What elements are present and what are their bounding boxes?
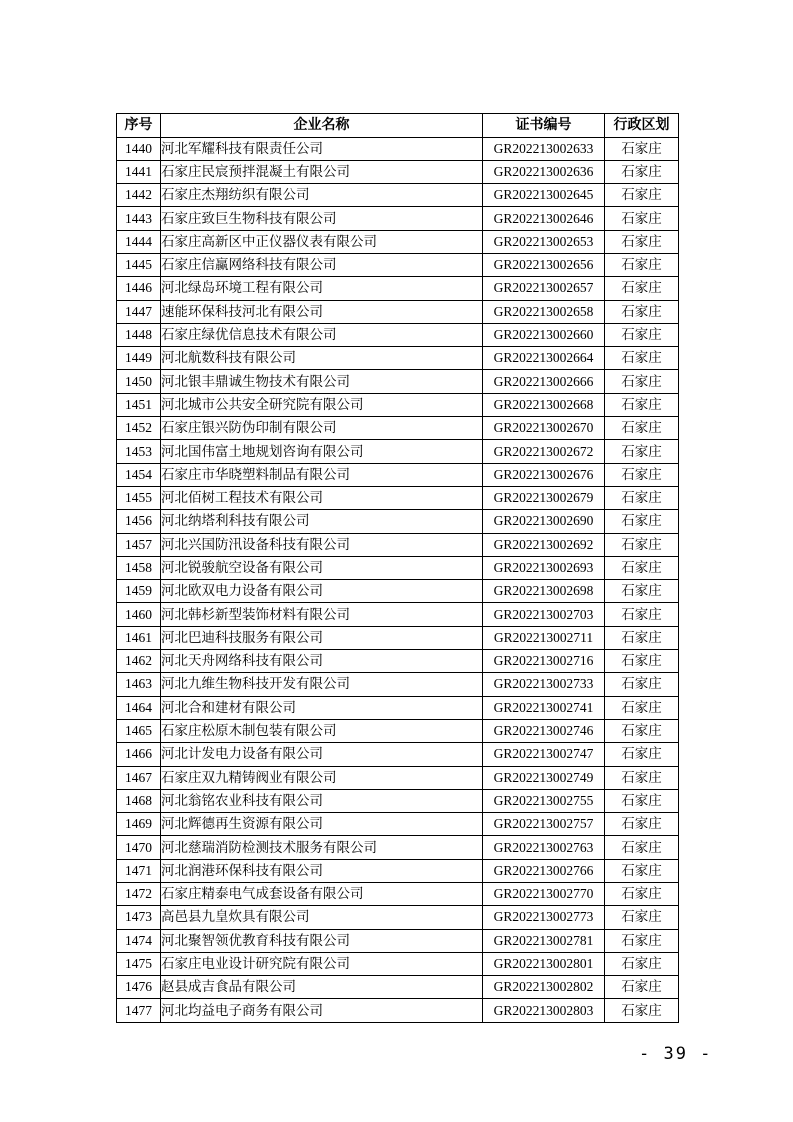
enterprise-table bbox=[116, 113, 679, 1023]
cell-region: 石家庄 bbox=[605, 440, 679, 463]
cell-certificate-number: GR202213002755 bbox=[483, 789, 605, 812]
table-row bbox=[117, 719, 679, 742]
table-row bbox=[117, 556, 679, 579]
cell-enterprise-name: 速能环保科技河北有限公司 bbox=[161, 300, 483, 323]
table-row bbox=[117, 533, 679, 556]
cell-serial-number: 1466 bbox=[117, 743, 161, 766]
cell-enterprise-name: 河北辉德再生资源有限公司 bbox=[161, 813, 483, 836]
cell-enterprise-name: 石家庄民宸预拌混凝土有限公司 bbox=[161, 160, 483, 183]
cell-enterprise-name: 河北纳塔利科技有限公司 bbox=[161, 510, 483, 533]
table-row bbox=[117, 743, 679, 766]
table-row bbox=[117, 580, 679, 603]
cell-enterprise-name: 河北银丰鼎诚生物技术有限公司 bbox=[161, 370, 483, 393]
cell-certificate-number: GR202213002746 bbox=[483, 719, 605, 742]
table-body bbox=[117, 137, 679, 1022]
table-row bbox=[117, 300, 679, 323]
cell-enterprise-name: 石家庄银兴防伪印制有限公司 bbox=[161, 417, 483, 440]
cell-serial-number: 1455 bbox=[117, 486, 161, 509]
cell-serial-number: 1465 bbox=[117, 719, 161, 742]
cell-serial-number: 1442 bbox=[117, 184, 161, 207]
cell-region: 石家庄 bbox=[605, 253, 679, 276]
table-row bbox=[117, 253, 679, 276]
cell-region: 石家庄 bbox=[605, 323, 679, 346]
cell-serial-number: 1447 bbox=[117, 300, 161, 323]
cell-serial-number: 1458 bbox=[117, 556, 161, 579]
cell-certificate-number: GR202213002766 bbox=[483, 859, 605, 882]
table-row bbox=[117, 836, 679, 859]
cell-enterprise-name: 河北锐骏航空设备有限公司 bbox=[161, 556, 483, 579]
cell-serial-number: 1459 bbox=[117, 580, 161, 603]
cell-certificate-number: GR202213002676 bbox=[483, 463, 605, 486]
cell-certificate-number: GR202213002660 bbox=[483, 323, 605, 346]
cell-certificate-number: GR202213002653 bbox=[483, 230, 605, 253]
cell-serial-number: 1441 bbox=[117, 160, 161, 183]
cell-region: 石家庄 bbox=[605, 510, 679, 533]
table-row bbox=[117, 440, 679, 463]
table-row bbox=[117, 976, 679, 999]
cell-certificate-number: GR202213002690 bbox=[483, 510, 605, 533]
cell-serial-number: 1462 bbox=[117, 650, 161, 673]
cell-enterprise-name: 石家庄致巨生物科技有限公司 bbox=[161, 207, 483, 230]
table-row bbox=[117, 906, 679, 929]
cell-region: 石家庄 bbox=[605, 417, 679, 440]
cell-region: 石家庄 bbox=[605, 999, 679, 1022]
cell-serial-number: 1453 bbox=[117, 440, 161, 463]
cell-enterprise-name: 河北城市公共安全研究院有限公司 bbox=[161, 393, 483, 416]
table-row bbox=[117, 603, 679, 626]
cell-serial-number: 1471 bbox=[117, 859, 161, 882]
cell-certificate-number: GR202213002801 bbox=[483, 952, 605, 975]
cell-region: 石家庄 bbox=[605, 696, 679, 719]
cell-certificate-number: GR202213002645 bbox=[483, 184, 605, 207]
cell-region: 石家庄 bbox=[605, 603, 679, 626]
cell-certificate-number: GR202213002633 bbox=[483, 137, 605, 160]
cell-serial-number: 1440 bbox=[117, 137, 161, 160]
header-region: 行政区划 bbox=[605, 114, 679, 138]
table-row bbox=[117, 650, 679, 673]
cell-enterprise-name: 石家庄精泰电气成套设备有限公司 bbox=[161, 883, 483, 906]
cell-certificate-number: GR202213002693 bbox=[483, 556, 605, 579]
table-row bbox=[117, 417, 679, 440]
cell-certificate-number: GR202213002672 bbox=[483, 440, 605, 463]
table-row bbox=[117, 999, 679, 1022]
cell-region: 石家庄 bbox=[605, 393, 679, 416]
table-row bbox=[117, 207, 679, 230]
table-row bbox=[117, 137, 679, 160]
cell-serial-number: 1477 bbox=[117, 999, 161, 1022]
cell-serial-number: 1444 bbox=[117, 230, 161, 253]
table-row bbox=[117, 952, 679, 975]
cell-region: 石家庄 bbox=[605, 719, 679, 742]
table-header-row bbox=[117, 114, 679, 138]
header-enterprise-name: 企业名称 bbox=[161, 114, 483, 138]
header-certificate-number: 证书编号 bbox=[483, 114, 605, 138]
cell-certificate-number: GR202213002741 bbox=[483, 696, 605, 719]
cell-region: 石家庄 bbox=[605, 650, 679, 673]
cell-certificate-number: GR202213002733 bbox=[483, 673, 605, 696]
cell-certificate-number: GR202213002668 bbox=[483, 393, 605, 416]
cell-enterprise-name: 石家庄杰翔纺织有限公司 bbox=[161, 184, 483, 207]
table-row bbox=[117, 277, 679, 300]
cell-region: 石家庄 bbox=[605, 626, 679, 649]
cell-enterprise-name: 石家庄市华晓塑料制品有限公司 bbox=[161, 463, 483, 486]
cell-certificate-number: GR202213002763 bbox=[483, 836, 605, 859]
cell-enterprise-name: 河北航数科技有限公司 bbox=[161, 347, 483, 370]
cell-region: 石家庄 bbox=[605, 766, 679, 789]
cell-enterprise-name: 河北巴迪科技服务有限公司 bbox=[161, 626, 483, 649]
cell-certificate-number: GR202213002711 bbox=[483, 626, 605, 649]
table-row bbox=[117, 789, 679, 812]
cell-region: 石家庄 bbox=[605, 184, 679, 207]
cell-region: 石家庄 bbox=[605, 370, 679, 393]
cell-enterprise-name: 河北合和建材有限公司 bbox=[161, 696, 483, 719]
cell-region: 石家庄 bbox=[605, 580, 679, 603]
cell-enterprise-name: 河北国伟富土地规划咨询有限公司 bbox=[161, 440, 483, 463]
cell-certificate-number: GR202213002656 bbox=[483, 253, 605, 276]
cell-region: 石家庄 bbox=[605, 207, 679, 230]
cell-serial-number: 1476 bbox=[117, 976, 161, 999]
cell-region: 石家庄 bbox=[605, 906, 679, 929]
cell-region: 石家庄 bbox=[605, 859, 679, 882]
cell-serial-number: 1475 bbox=[117, 952, 161, 975]
cell-certificate-number: GR202213002747 bbox=[483, 743, 605, 766]
cell-region: 石家庄 bbox=[605, 347, 679, 370]
cell-certificate-number: GR202213002692 bbox=[483, 533, 605, 556]
table-row bbox=[117, 323, 679, 346]
table-row bbox=[117, 673, 679, 696]
cell-region: 石家庄 bbox=[605, 137, 679, 160]
table-row bbox=[117, 813, 679, 836]
cell-enterprise-name: 高邑县九皇炊具有限公司 bbox=[161, 906, 483, 929]
table-row bbox=[117, 510, 679, 533]
table-row bbox=[117, 347, 679, 370]
cell-certificate-number: GR202213002698 bbox=[483, 580, 605, 603]
cell-region: 石家庄 bbox=[605, 976, 679, 999]
cell-region: 石家庄 bbox=[605, 556, 679, 579]
cell-certificate-number: GR202213002781 bbox=[483, 929, 605, 952]
cell-certificate-number: GR202213002646 bbox=[483, 207, 605, 230]
cell-serial-number: 1446 bbox=[117, 277, 161, 300]
cell-region: 石家庄 bbox=[605, 673, 679, 696]
cell-serial-number: 1469 bbox=[117, 813, 161, 836]
cell-serial-number: 1451 bbox=[117, 393, 161, 416]
cell-region: 石家庄 bbox=[605, 743, 679, 766]
cell-serial-number: 1449 bbox=[117, 347, 161, 370]
cell-certificate-number: GR202213002636 bbox=[483, 160, 605, 183]
table-row bbox=[117, 160, 679, 183]
cell-certificate-number: GR202213002757 bbox=[483, 813, 605, 836]
cell-serial-number: 1461 bbox=[117, 626, 161, 649]
cell-enterprise-name: 石家庄电业设计研究院有限公司 bbox=[161, 952, 483, 975]
cell-region: 石家庄 bbox=[605, 277, 679, 300]
cell-certificate-number: GR202213002802 bbox=[483, 976, 605, 999]
cell-serial-number: 1448 bbox=[117, 323, 161, 346]
cell-certificate-number: GR202213002666 bbox=[483, 370, 605, 393]
cell-enterprise-name: 河北天舟网络科技有限公司 bbox=[161, 650, 483, 673]
table-row bbox=[117, 859, 679, 882]
cell-region: 石家庄 bbox=[605, 463, 679, 486]
cell-enterprise-name: 河北韩杉新型装饰材料有限公司 bbox=[161, 603, 483, 626]
cell-region: 石家庄 bbox=[605, 789, 679, 812]
cell-serial-number: 1474 bbox=[117, 929, 161, 952]
cell-certificate-number: GR202213002716 bbox=[483, 650, 605, 673]
table-row bbox=[117, 883, 679, 906]
cell-certificate-number: GR202213002703 bbox=[483, 603, 605, 626]
table-row bbox=[117, 626, 679, 649]
cell-enterprise-name: 河北聚智领优教育科技有限公司 bbox=[161, 929, 483, 952]
cell-certificate-number: GR202213002670 bbox=[483, 417, 605, 440]
cell-certificate-number: GR202213002803 bbox=[483, 999, 605, 1022]
cell-certificate-number: GR202213002770 bbox=[483, 883, 605, 906]
table-row bbox=[117, 929, 679, 952]
table-row bbox=[117, 184, 679, 207]
cell-enterprise-name: 河北欧双电力设备有限公司 bbox=[161, 580, 483, 603]
cell-enterprise-name: 河北计发电力设备有限公司 bbox=[161, 743, 483, 766]
cell-serial-number: 1464 bbox=[117, 696, 161, 719]
cell-enterprise-name: 河北润港环保科技有限公司 bbox=[161, 859, 483, 882]
cell-serial-number: 1443 bbox=[117, 207, 161, 230]
cell-serial-number: 1473 bbox=[117, 906, 161, 929]
cell-serial-number: 1468 bbox=[117, 789, 161, 812]
cell-serial-number: 1454 bbox=[117, 463, 161, 486]
header-serial-number: 序号 bbox=[117, 114, 161, 138]
cell-enterprise-name: 赵县成吉食品有限公司 bbox=[161, 976, 483, 999]
cell-region: 石家庄 bbox=[605, 836, 679, 859]
cell-enterprise-name: 石家庄高新区中正仪器仪表有限公司 bbox=[161, 230, 483, 253]
cell-enterprise-name: 河北绿岛环境工程有限公司 bbox=[161, 277, 483, 300]
cell-certificate-number: GR202213002679 bbox=[483, 486, 605, 509]
cell-region: 石家庄 bbox=[605, 929, 679, 952]
cell-serial-number: 1463 bbox=[117, 673, 161, 696]
cell-enterprise-name: 河北翁铭农业科技有限公司 bbox=[161, 789, 483, 812]
cell-enterprise-name: 河北慈瑞消防检测技术服务有限公司 bbox=[161, 836, 483, 859]
cell-serial-number: 1450 bbox=[117, 370, 161, 393]
cell-certificate-number: GR202213002664 bbox=[483, 347, 605, 370]
cell-serial-number: 1467 bbox=[117, 766, 161, 789]
cell-serial-number: 1460 bbox=[117, 603, 161, 626]
cell-certificate-number: GR202213002657 bbox=[483, 277, 605, 300]
table-row bbox=[117, 370, 679, 393]
cell-enterprise-name: 石家庄信赢网络科技有限公司 bbox=[161, 253, 483, 276]
cell-enterprise-name: 石家庄松原木制包装有限公司 bbox=[161, 719, 483, 742]
cell-enterprise-name: 河北佰树工程技术有限公司 bbox=[161, 486, 483, 509]
table-row bbox=[117, 463, 679, 486]
cell-serial-number: 1456 bbox=[117, 510, 161, 533]
cell-serial-number: 1457 bbox=[117, 533, 161, 556]
cell-enterprise-name: 河北九维生物科技开发有限公司 bbox=[161, 673, 483, 696]
cell-enterprise-name: 河北均益电子商务有限公司 bbox=[161, 999, 483, 1022]
cell-certificate-number: GR202213002773 bbox=[483, 906, 605, 929]
table-row bbox=[117, 393, 679, 416]
cell-region: 石家庄 bbox=[605, 230, 679, 253]
cell-certificate-number: GR202213002658 bbox=[483, 300, 605, 323]
cell-region: 石家庄 bbox=[605, 486, 679, 509]
cell-region: 石家庄 bbox=[605, 883, 679, 906]
cell-enterprise-name: 河北兴国防汛设备科技有限公司 bbox=[161, 533, 483, 556]
table-row bbox=[117, 766, 679, 789]
cell-region: 石家庄 bbox=[605, 533, 679, 556]
page-number: - 39 - bbox=[639, 1044, 713, 1064]
cell-certificate-number: GR202213002749 bbox=[483, 766, 605, 789]
table-row bbox=[117, 486, 679, 509]
cell-serial-number: 1470 bbox=[117, 836, 161, 859]
cell-enterprise-name: 河北军耀科技有限责任公司 bbox=[161, 137, 483, 160]
cell-serial-number: 1445 bbox=[117, 253, 161, 276]
cell-region: 石家庄 bbox=[605, 952, 679, 975]
table-row bbox=[117, 696, 679, 719]
cell-region: 石家庄 bbox=[605, 160, 679, 183]
cell-enterprise-name: 石家庄绿优信息技术有限公司 bbox=[161, 323, 483, 346]
cell-enterprise-name: 石家庄双九精铸阀业有限公司 bbox=[161, 766, 483, 789]
cell-region: 石家庄 bbox=[605, 300, 679, 323]
table-row bbox=[117, 230, 679, 253]
cell-serial-number: 1452 bbox=[117, 417, 161, 440]
cell-region: 石家庄 bbox=[605, 813, 679, 836]
cell-serial-number: 1472 bbox=[117, 883, 161, 906]
